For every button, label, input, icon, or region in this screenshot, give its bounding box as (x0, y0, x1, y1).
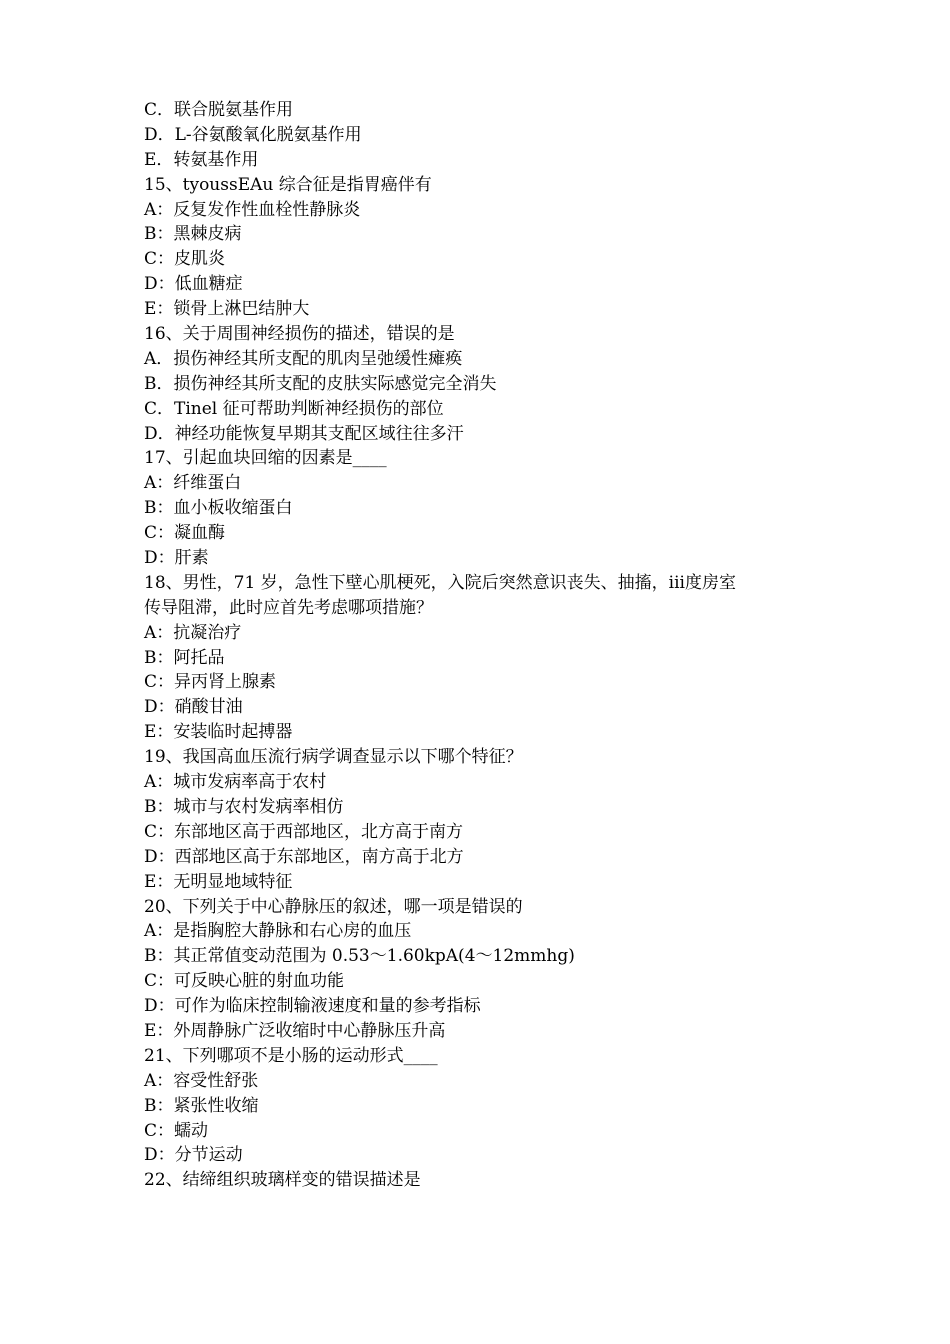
text-line: B．损伤神经其所支配的皮肤实际感觉完全消失 (144, 373, 497, 394)
text-line: D．L-谷氨酸氧化脱氨基作用 (144, 124, 362, 145)
text-line: D：可作为临床控制输液速度和量的参考指标 (144, 996, 481, 1017)
text-line: A．损伤神经其所支配的肌肉呈弛缓性瘫痪 (144, 348, 463, 369)
text-line: E：外周静脉广泛收缩时中心静脉压升高 (144, 1020, 446, 1041)
text-line: A：反复发作性血栓性静脉炎 (144, 199, 361, 220)
text-line: 17、引起血块回缩的因素是____ (144, 448, 387, 469)
text-line: A：容受性舒张 (144, 1070, 259, 1091)
text-line: E：无明显地域特征 (144, 871, 293, 892)
text-line: A：抗凝治疗 (144, 622, 242, 643)
text-line: D：肝素 (144, 548, 209, 569)
text-line: A：城市发病率高于农村 (144, 772, 327, 793)
text-line: D．神经功能恢复早期其支配区域往往多汗 (144, 423, 464, 444)
text-line: C：东部地区高于西部地区，北方高于南方 (144, 821, 464, 842)
text-line: E．转氨基作用 (144, 149, 259, 170)
text-line: C：皮肌炎 (144, 249, 226, 270)
text-line: A：是指胸腔大静脉和右心房的血压 (144, 921, 412, 942)
text-line: D：硝酸甘油 (144, 697, 243, 718)
document-body (144, 98, 814, 1193)
text-line: 21、下列哪项不是小肠的运动形式____ (144, 1045, 438, 1066)
text-line: 19、我国高血压流行病学调查显示以下哪个特征？ (144, 747, 523, 768)
text-line: E：安装临时起搏器 (144, 722, 293, 743)
text-line: 16、关于周围神经损伤的描述，错误的是 (144, 324, 455, 345)
text-line: B：紧张性收缩 (144, 1095, 259, 1116)
text-line: D：西部地区高于东部地区，南方高于北方 (144, 846, 464, 867)
text-line: B：其正常值变动范围为 0.53～1.60kpA(4～12mmhg) (144, 946, 575, 967)
text-line: C：异丙肾上腺素 (144, 672, 277, 693)
text-line: A：纤维蛋白 (144, 473, 242, 494)
text-line: B：城市与农村发病率相仿 (144, 796, 344, 817)
text-line: 20、下列关于中心静脉压的叙述，哪一项是错误的 (144, 896, 523, 917)
text-line: D：低血糖症 (144, 274, 243, 295)
text-line: C．Tinel 征可帮助判断神经损伤的部位 (144, 398, 444, 419)
text-line: B：黑棘皮病 (144, 224, 242, 245)
text-line: 18、男性，71 岁，急性下壁心肌梗死，入院后突然意识丧失、抽搐，iii度房室 (144, 572, 736, 593)
text-line: C：蠕动 (144, 1120, 209, 1141)
text-line: B：血小板收缩蛋白 (144, 498, 293, 519)
text-line: 15、tyoussEAu 综合征是指胃癌伴有 (144, 174, 432, 195)
text-line: B：阿托品 (144, 647, 225, 668)
text-line: 传导阻滞，此时应首先考虑哪项措施？ (144, 597, 433, 618)
text-line: D：分节运动 (144, 1145, 243, 1166)
text-line: C：凝血酶 (144, 523, 226, 544)
text-line: C．联合脱氨基作用 (144, 100, 294, 120)
text-line: E：锁骨上淋巴结肿大 (144, 299, 310, 320)
text-line: 22、结缔组织玻璃样变的错误描述是 (144, 1170, 421, 1191)
text-line: C：可反映心脏的射血功能 (144, 971, 345, 992)
